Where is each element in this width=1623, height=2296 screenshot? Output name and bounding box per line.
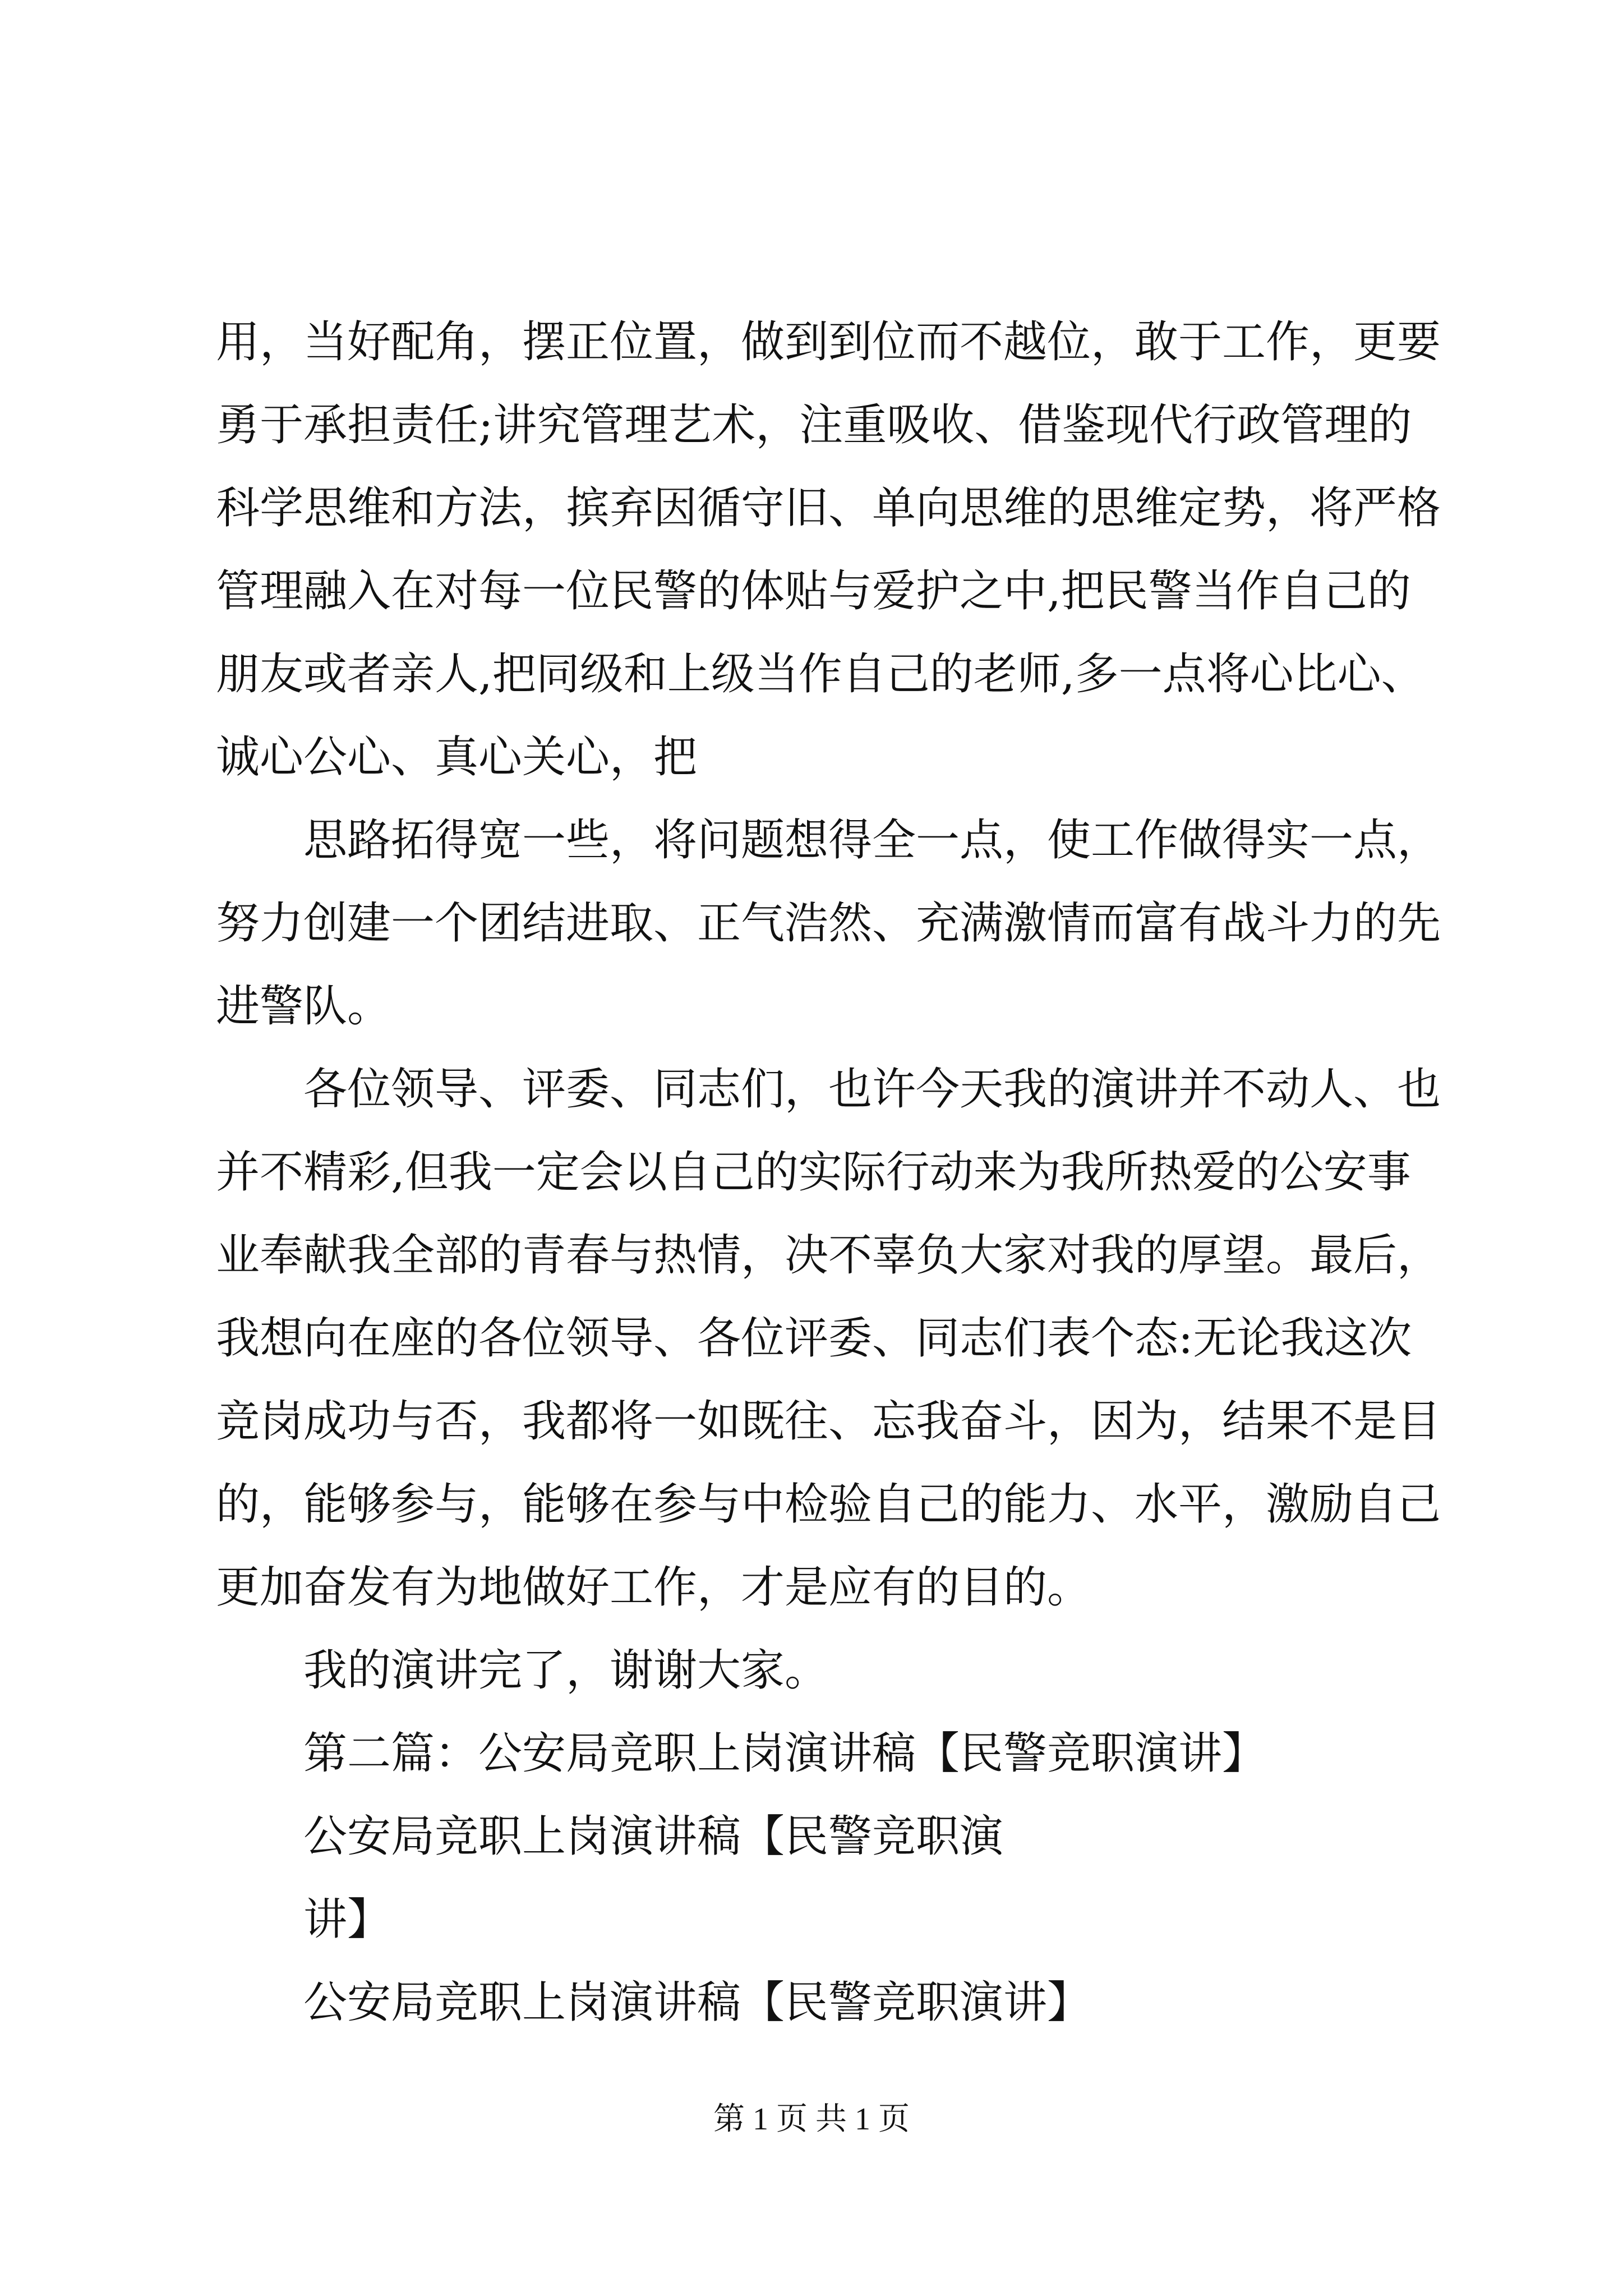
page-footer: 第 1 页 共 1 页 xyxy=(713,2102,910,2137)
text-line: 朋友或者亲人,把同级和上级当作自己的老师,多一点将心比心、 xyxy=(216,649,1425,700)
text-line: 公安局竞职上岗演讲稿【民警竞职演讲】 xyxy=(303,1977,1091,2028)
text-line: 我的演讲完了，谢谢大家。 xyxy=(303,1645,829,1696)
section-heading: 第二篇：公安局竞职上岗演讲稿【民警竞职演讲】 xyxy=(303,1728,1266,1779)
text-line: 用，当好配角，摆正位置，做到到位而不越位，敢于工作，更要 xyxy=(216,317,1441,367)
text-line: 诚心公心、真心关心，把 xyxy=(216,732,698,783)
text-line: 竞岗成功与否，我都将一如既往、忘我奋斗，因为，结果不是目 xyxy=(216,1396,1441,1447)
text-line: 勇于承担责任;讲究管理艺术，注重吸收、借鉴现代行政管理的 xyxy=(216,400,1412,450)
text-line: 公安局竞职上岗演讲稿【民警竞职演 xyxy=(303,1811,1004,1862)
text-line: 讲】 xyxy=(303,1894,391,1945)
text-line: 的，能够参与，能够在参与中检验自己的能力、水平，激励自己 xyxy=(216,1479,1441,1530)
text-line: 思路拓得宽一些，将问题想得全一点，使工作做得实一点， xyxy=(303,815,1441,866)
text-line: 业奉献我全部的青春与热情，决不辜负大家对我的厚望。最后， xyxy=(216,1230,1441,1281)
text-line: 并不精彩,但我一定会以自己的实际行动来为我所热爱的公安事 xyxy=(216,1147,1411,1198)
text-line: 我想向在座的各位领导、各位评委、同志们表个态:无论我这次 xyxy=(216,1313,1412,1364)
text-line: 进警队。 xyxy=(216,981,391,1032)
text-line: 各位领导、评委、同志们，也许今天我的演讲并不动人、也 xyxy=(303,1064,1441,1115)
text-line: 更加奋发有为地做好工作，才是应有的目的。 xyxy=(216,1562,1091,1613)
text-line: 管理融入在对每一位民警的体贴与爱护之中,把民警当作自己的 xyxy=(216,566,1411,616)
text-line: 努力创建一个团结进取、正气浩然、充满激情而富有战斗力的先 xyxy=(216,898,1441,949)
text-line: 科学思维和方法，摈弃因循守旧、单向思维的思维定势，将严格 xyxy=(216,483,1441,533)
